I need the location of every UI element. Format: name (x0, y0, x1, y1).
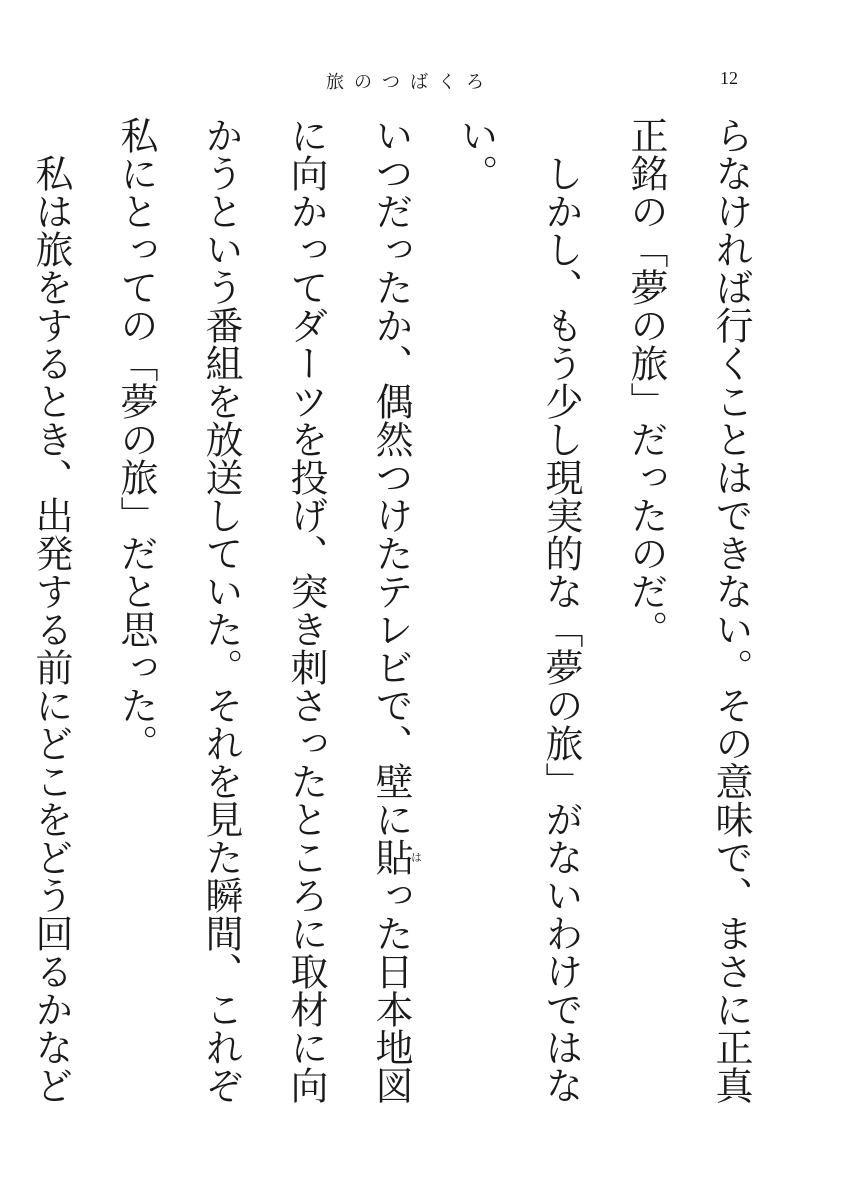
paragraph-3 (93, 116, 433, 1116)
ruby-base: 貼 (369, 838, 413, 876)
vertical-text-body (29, 116, 773, 1116)
paragraph-3-text-b: った日本地図に向かってダーツを投げ、突き刺さったところに取材に向かうという番組を放送していた。それを見た瞬間、これぞ私にとっての「夢の旅」だと思った。 (114, 116, 413, 1104)
paragraph-3-text-a: いつだったか、偶然つけたテレビで、壁に (369, 116, 413, 838)
paragraph-2: しかし、もう少し現実的な「夢の旅」がないわけではない。 (454, 116, 583, 1104)
running-title: 旅のつばくろ (326, 72, 494, 93)
page-number: 12 (720, 68, 738, 88)
paragraph-1: らなければ行くことはできない。その意味で、まさに正真正銘の「夢の旅」だったのだ。 (624, 116, 753, 1104)
paragraph-4: 私は旅をするとき、出発する前にどこをどう回るかなど (29, 154, 73, 1104)
ruby-text: は (409, 838, 423, 876)
furigana-ruby (369, 838, 423, 876)
